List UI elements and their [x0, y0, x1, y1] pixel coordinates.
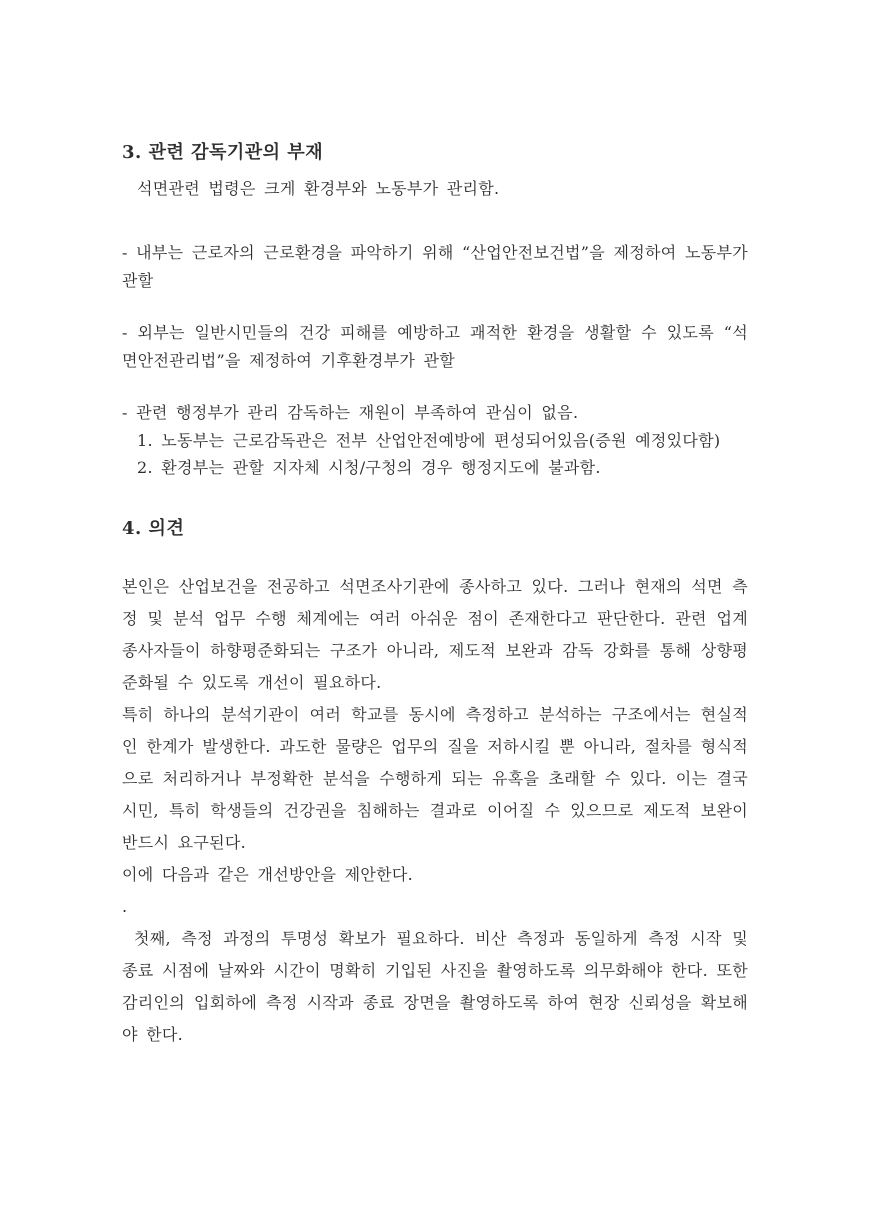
paragraph-first-proposal: 첫째, 측정 과정의 투명성 확보가 필요하다. 비산 측정과 동일하게 측정 시작 및 종료 시점에 날짜와 시간이 명확히 기입된 사진을 촬영하도록 의무화해야 한다. 또한 감리인의 입회하에 측정 시작과 종료 장면을 촬영하도록 하여 현장 신뢰성을 확보해야 한다. [122, 929, 748, 1044]
sub-item-labor-ministry: 1. 노동부는 근로감독관은 전부 산업안전예방에 편성되어있음(증원 예정있다함) [137, 431, 721, 450]
bullet-item-lack-of-oversight: - 관련 행정부가 관리 감독하는 재원이 부족하여 관심이 없음. [122, 403, 579, 422]
sub-item-environment-ministry: 2. 환경부는 관할 지자체 시청/구청의 경우 행정지도에 불과함. [137, 458, 601, 477]
paragraph-structural-limits: 특히 하나의 분석기관이 여러 학교를 동시에 측정하고 분석하는 구조에서는 현실적인 한계가 발생한다. 과도한 물량은 업무의 질을 저하시킬 뿐 아니라, 절차를 형식적으로 처리하거나 부정확한 분석을 수행하게 되는 유혹을 초래할 수 있다. 이는 결국 시민, 특히 학생들의 건강권을 침해하는 결과로 이어질 수 있으므로 제도적 보완이 반드시 요구된다. [122, 705, 748, 852]
bullet-item-external-law: - 외부는 일반시민들의 건강 피해를 예방하고 괘적한 환경을 생활할 수 있도록 “석면안전관리법”을 제정하여 기후환경부가 관할 [122, 323, 748, 370]
section-3-heading: 3. 관련 감독기관의 부재 [122, 142, 324, 163]
bullet-item-internal-law: - 내부는 근로자의 근로환경을 파악하기 위해 “산업안전보건법”을 제정하여 노동부가 관할 [122, 243, 748, 290]
paragraph-opinion-intro: 본인은 산업보건을 전공하고 석면조사기관에 종사하고 있다. 그러나 현재의 석면 측정 및 분석 업무 수행 체계에는 여러 아쉬운 점이 존재한다고 판단한다. 관련 업계 종사자들이 하향평준화되는 구조가 아니라, 제도적 보완과 감독 강화를 통해 상향평준화될 수 있도록 개선이 필요하다. [122, 577, 748, 692]
section-3-intro: 석면관련 법령은 크게 환경부와 노동부가 관리함. [137, 179, 500, 198]
document-content [122, 141, 748, 1051]
stray-period-line: . [122, 897, 128, 916]
section-4-heading: 4. 의견 [122, 518, 185, 539]
paragraph-proposal-lead: 이에 다음과 같은 개선방안을 제안한다. [122, 865, 414, 884]
